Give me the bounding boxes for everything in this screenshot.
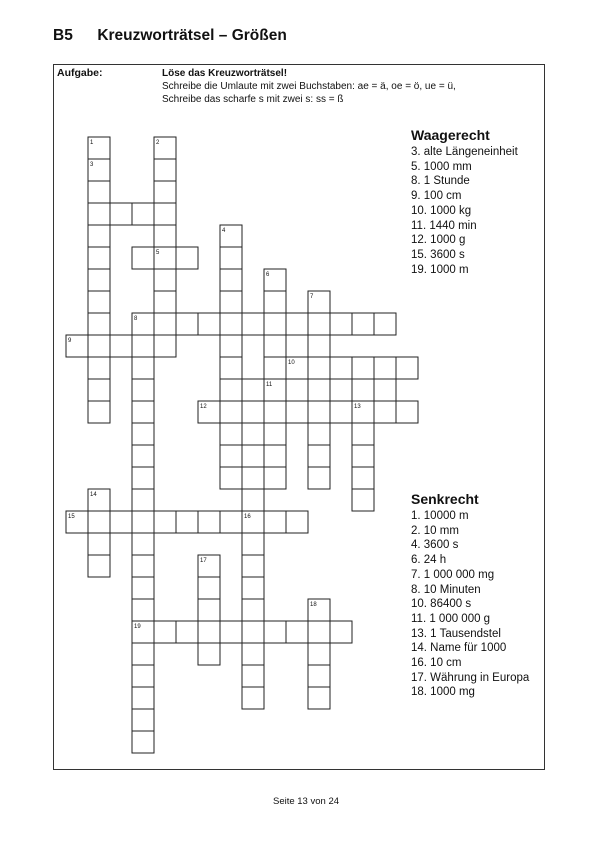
- section-code: B5: [53, 27, 73, 44]
- crossword-cell[interactable]: [264, 401, 286, 423]
- crossword-cell[interactable]: [308, 467, 330, 489]
- crossword-cell[interactable]: [242, 313, 264, 335]
- crossword-cell[interactable]: [308, 313, 330, 335]
- crossword-cell[interactable]: [374, 379, 396, 401]
- crossword-cell[interactable]: [198, 511, 220, 533]
- crossword-cell[interactable]: [220, 247, 242, 269]
- crossword-cell[interactable]: [220, 357, 242, 379]
- crossword-cell[interactable]: [132, 203, 154, 225]
- crossword-cell[interactable]: [242, 687, 264, 709]
- crossword-cell[interactable]: [132, 247, 154, 269]
- crossword-cell[interactable]: [242, 643, 264, 665]
- crossword-cell[interactable]: [88, 401, 110, 423]
- crossword-cell[interactable]: [132, 533, 154, 555]
- crossword-cell[interactable]: [88, 181, 110, 203]
- crossword-cell[interactable]: [132, 511, 154, 533]
- cell-number: 15: [68, 514, 75, 520]
- down-clue: 14. Name für 1000: [411, 642, 507, 655]
- crossword-cell[interactable]: [264, 621, 286, 643]
- crossword-cell[interactable]: [132, 599, 154, 621]
- crossword-cell[interactable]: [286, 511, 308, 533]
- crossword-cell[interactable]: [110, 511, 132, 533]
- crossword-cell[interactable]: [308, 423, 330, 445]
- cell-number: 17: [200, 558, 207, 564]
- crossword-cell[interactable]: [88, 357, 110, 379]
- cell-number: 10: [288, 360, 295, 366]
- crossword-cell[interactable]: [286, 313, 308, 335]
- crossword-cell[interactable]: [198, 621, 220, 643]
- crossword-cell[interactable]: [374, 401, 396, 423]
- crossword-cell[interactable]: [264, 511, 286, 533]
- crossword-cell[interactable]: [264, 291, 286, 313]
- crossword-cell[interactable]: [176, 313, 198, 335]
- crossword-cell[interactable]: [220, 467, 242, 489]
- page-footer: Seite 13 von 24: [272, 796, 340, 807]
- crossword-cell[interactable]: [242, 533, 264, 555]
- crossword-cell[interactable]: [330, 621, 352, 643]
- crossword-cell[interactable]: [286, 379, 308, 401]
- crossword-cell[interactable]: [220, 401, 242, 423]
- crossword-cell[interactable]: [308, 621, 330, 643]
- crossword-cell[interactable]: [264, 467, 286, 489]
- crossword-cell[interactable]: [88, 533, 110, 555]
- crossword-cell[interactable]: [88, 555, 110, 577]
- crossword-cell[interactable]: [88, 511, 110, 533]
- crossword-cell[interactable]: [132, 665, 154, 687]
- cell-number: 19: [134, 624, 141, 630]
- crossword-cell[interactable]: [154, 313, 176, 335]
- crossword-cell[interactable]: [242, 599, 264, 621]
- crossword-cell[interactable]: [88, 225, 110, 247]
- crossword-cell[interactable]: [176, 511, 198, 533]
- crossword-cell[interactable]: [330, 379, 352, 401]
- task-line-1: Löse das Kreuzworträtsel!: [162, 68, 288, 79]
- crossword-cell[interactable]: [132, 335, 154, 357]
- crossword-cell[interactable]: [286, 401, 308, 423]
- crossword-cell[interactable]: [110, 203, 132, 225]
- crossword-cell[interactable]: [264, 445, 286, 467]
- crossword-cell[interactable]: [220, 313, 242, 335]
- down-clue: 6. 24 h: [411, 554, 447, 567]
- cell-number: 13: [354, 404, 361, 410]
- task-line-3: Schreibe das scharfe s mit zwei s: ss = ß: [162, 94, 344, 105]
- cell-number: 11: [266, 382, 273, 388]
- crossword-cell[interactable]: [242, 423, 264, 445]
- crossword-cell[interactable]: [198, 577, 220, 599]
- crossword-cell[interactable]: [352, 357, 374, 379]
- cell-number: 14: [90, 492, 97, 498]
- crossword-cell[interactable]: [132, 467, 154, 489]
- crossword-cell[interactable]: [132, 445, 154, 467]
- crossword-cell[interactable]: [308, 665, 330, 687]
- down-clue: 8. 10 Minuten: [411, 583, 481, 596]
- crossword-cell[interactable]: [198, 599, 220, 621]
- down-clue: 2. 10 mm: [411, 524, 459, 537]
- crossword-cell[interactable]: [308, 401, 330, 423]
- down-clue: 16. 10 cm: [411, 657, 462, 670]
- down-clue: 10. 86400 s: [411, 598, 472, 611]
- crossword-cell[interactable]: [374, 357, 396, 379]
- cell-number: 6: [266, 272, 270, 278]
- crossword-cell[interactable]: [220, 621, 242, 643]
- crossword-cell[interactable]: [374, 313, 396, 335]
- crossword-cell[interactable]: [352, 423, 374, 445]
- crossword-cell[interactable]: [198, 643, 220, 665]
- down-title: Senkrecht: [411, 491, 479, 507]
- crossword-cell[interactable]: [242, 621, 264, 643]
- crossword-cell[interactable]: [264, 335, 286, 357]
- crossword-cell[interactable]: [330, 357, 352, 379]
- crossword-cell[interactable]: [220, 423, 242, 445]
- crossword-cell[interactable]: [308, 643, 330, 665]
- across-clue: 11. 1440 min: [411, 219, 477, 232]
- crossword-cell[interactable]: [132, 709, 154, 731]
- crossword-cell[interactable]: [308, 445, 330, 467]
- crossword-cell[interactable]: [132, 731, 154, 753]
- crossword-cell[interactable]: [242, 401, 264, 423]
- crossword-cell[interactable]: [176, 621, 198, 643]
- across-clue: 5. 1000 mm: [411, 160, 472, 173]
- cell-number: 18: [310, 602, 317, 608]
- crossword-cell[interactable]: [132, 489, 154, 511]
- down-clue: 13. 1 Tausendstel: [411, 627, 501, 640]
- page-title: Kreuzworträtsel – Größen: [97, 27, 287, 44]
- crossword-cell[interactable]: [154, 203, 176, 225]
- crossword-cell[interactable]: [154, 269, 176, 291]
- crossword-cell[interactable]: [154, 225, 176, 247]
- down-clue: 11. 1 000 000 g: [411, 612, 491, 625]
- cell-number: 12: [200, 404, 207, 410]
- crossword-cell[interactable]: [352, 379, 374, 401]
- cell-number: 7: [310, 294, 314, 300]
- crossword-cell[interactable]: [308, 357, 330, 379]
- crossword-cell[interactable]: [220, 445, 242, 467]
- crossword-cell[interactable]: [154, 181, 176, 203]
- crossword-cell[interactable]: [88, 291, 110, 313]
- crossword-cell[interactable]: [88, 379, 110, 401]
- cell-number: 3: [90, 162, 94, 168]
- down-clue: 1. 10000 m: [411, 510, 469, 522]
- crossword-cell[interactable]: [88, 247, 110, 269]
- crossword-cell[interactable]: [352, 313, 374, 335]
- crossword-cell[interactable]: [220, 379, 242, 401]
- crossword-cell[interactable]: [242, 445, 264, 467]
- across-clue: 12. 1000 g: [411, 234, 466, 247]
- down-clue: 7. 1 000 000 mg: [411, 568, 495, 581]
- cell-number: 4: [222, 228, 226, 234]
- crossword-cell[interactable]: [264, 313, 286, 335]
- crossword-cell[interactable]: [286, 621, 308, 643]
- task-line-2: Schreibe die Umlaute mit zwei Buchstaben: ae = ä, oe = ö, ue = ü,: [162, 81, 456, 92]
- crossword-cell[interactable]: [132, 401, 154, 423]
- crossword-cell[interactable]: [132, 423, 154, 445]
- crossword-cell[interactable]: [242, 379, 264, 401]
- crossword-cell[interactable]: [220, 291, 242, 313]
- crossword-cell[interactable]: [308, 335, 330, 357]
- crossword-cell[interactable]: [330, 401, 352, 423]
- crossword-cell[interactable]: [308, 379, 330, 401]
- crossword-cell[interactable]: [110, 335, 132, 357]
- down-clue: 17. Währung in Europa: [411, 671, 530, 684]
- crossword-cell[interactable]: [132, 687, 154, 709]
- crossword-cell[interactable]: [352, 467, 374, 489]
- crossword-cell[interactable]: [154, 291, 176, 313]
- crossword-cell[interactable]: [242, 555, 264, 577]
- cell-number: 5: [156, 250, 160, 256]
- crossword-cell[interactable]: [132, 379, 154, 401]
- across-clue: 19. 1000 m: [411, 263, 469, 276]
- crossword-cell[interactable]: [198, 313, 220, 335]
- down-clue: 4. 3600 s: [411, 539, 459, 552]
- crossword-cell[interactable]: [88, 335, 110, 357]
- crossword-cell[interactable]: [220, 335, 242, 357]
- across-clue: 3. alte Längeneinheit: [411, 146, 518, 158]
- down-clues: [411, 491, 529, 700]
- crossword-cell[interactable]: [242, 665, 264, 687]
- crossword-cell[interactable]: [352, 445, 374, 467]
- crossword-cell[interactable]: [242, 577, 264, 599]
- crossword-cell[interactable]: [264, 357, 286, 379]
- cell-number: 8: [134, 316, 138, 322]
- crossword-cell[interactable]: [242, 467, 264, 489]
- cell-number: 16: [244, 514, 251, 520]
- crossword-cell[interactable]: [330, 313, 352, 335]
- crossword-cell[interactable]: [132, 555, 154, 577]
- across-clue: 8. 1 Stunde: [411, 175, 470, 188]
- crossword-cell[interactable]: [220, 511, 242, 533]
- across-title: Waagerecht: [411, 127, 490, 143]
- crossword-cell[interactable]: [132, 643, 154, 665]
- crossword-cell[interactable]: [396, 401, 418, 423]
- across-clues: [411, 127, 518, 277]
- across-clue: 15. 3600 s: [411, 248, 465, 261]
- crossword-cell[interactable]: [154, 335, 176, 357]
- cell-number: 9: [68, 338, 72, 344]
- crossword-cell[interactable]: [154, 159, 176, 181]
- cell-number: 1: [90, 140, 94, 146]
- crossword-cell[interactable]: [154, 621, 176, 643]
- crossword-cell[interactable]: [220, 269, 242, 291]
- crossword-cell[interactable]: [176, 247, 198, 269]
- crossword-cell[interactable]: [352, 489, 374, 511]
- crossword-cell[interactable]: [88, 203, 110, 225]
- crossword-cell[interactable]: [308, 687, 330, 709]
- across-clue: 10. 1000 kg: [411, 204, 472, 217]
- task-label: Aufgabe:: [57, 67, 103, 79]
- crossword-cell[interactable]: [242, 489, 264, 511]
- crossword-cell[interactable]: [264, 423, 286, 445]
- crossword-cell[interactable]: [88, 313, 110, 335]
- crossword-cell[interactable]: [396, 357, 418, 379]
- crossword-cell[interactable]: [88, 269, 110, 291]
- crossword-cell[interactable]: [132, 357, 154, 379]
- cell-number: 2: [156, 140, 160, 146]
- across-clue: 9. 100 cm: [411, 190, 462, 203]
- crossword-cell[interactable]: [154, 511, 176, 533]
- down-clue: 18. 1000 mg: [411, 686, 475, 699]
- crossword-cell[interactable]: [132, 577, 154, 599]
